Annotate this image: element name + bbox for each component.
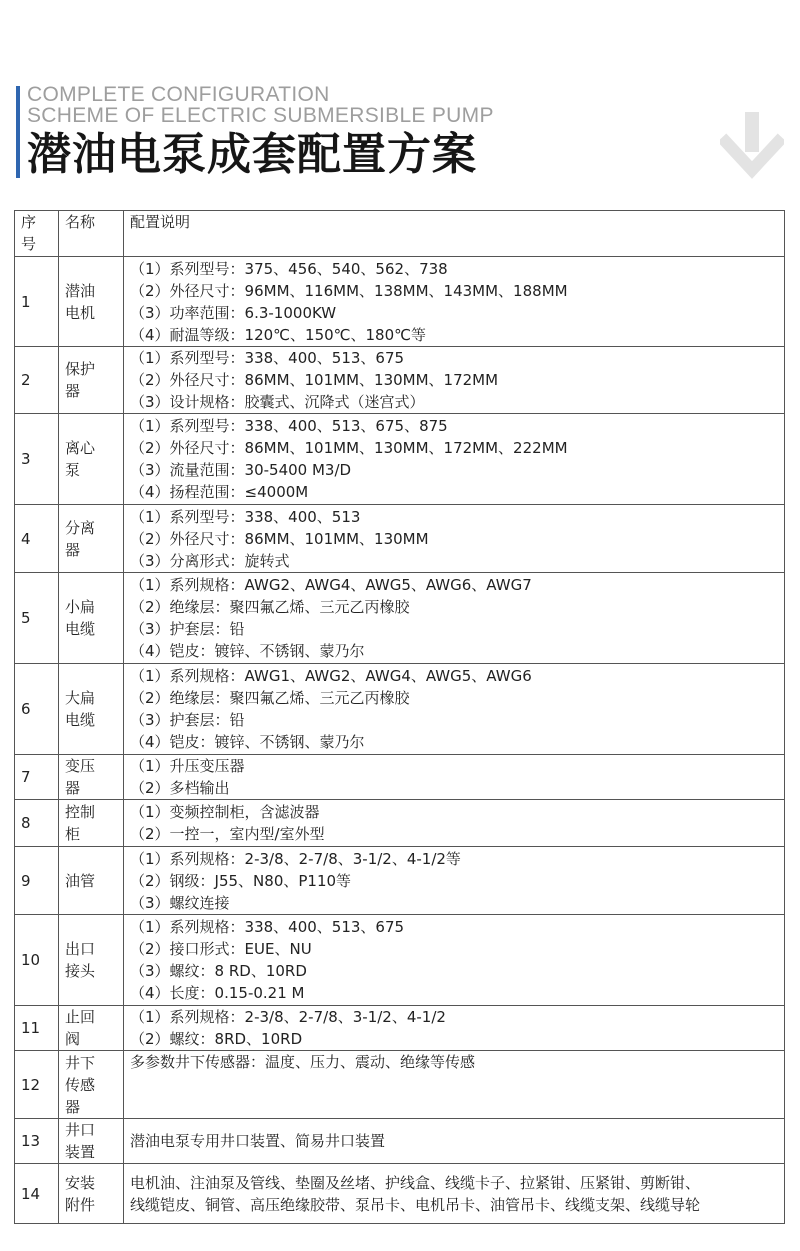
row-desc-cell <box>124 847 785 915</box>
desc-line: 多参数井下传感器：温度、压力、震动、绝缘等传感 <box>130 1053 476 1071</box>
table-row <box>15 257 785 347</box>
row-desc-cell <box>124 1051 785 1119</box>
row-index: 8 <box>21 814 31 832</box>
table-row <box>15 573 785 664</box>
row-name-cell <box>59 1006 124 1051</box>
row-index: 1 <box>21 292 31 311</box>
desc-line: （4）铠皮：镀锌、不锈钢、蒙乃尔 <box>130 642 365 660</box>
row-index-cell <box>15 915 59 1006</box>
english-subtitle-line-2: SCHEME OF ELECTRIC SUBMERSIBLE PUMP <box>27 104 494 127</box>
row-desc-cell <box>124 1006 785 1051</box>
row-name-cell <box>59 664 124 755</box>
desc-line: （2）钢级：J55、N80、P110等 <box>130 871 352 890</box>
row-index: 5 <box>21 609 31 627</box>
row-index: 2 <box>21 371 31 389</box>
desc-line: （4）耐温等级：120℃、150℃、180℃等 <box>130 325 426 344</box>
desc-line: 电机油、注油泵及管线、垫圈及丝堵、护线盒、线缆卡子、拉紧钳、压紧钳、剪断钳、 <box>130 1173 701 1192</box>
row-desc-cell <box>124 505 785 573</box>
row-name-cell <box>59 573 124 664</box>
row-index-cell <box>15 664 59 755</box>
row-desc-cell <box>124 755 785 800</box>
row-name: 小扁电缆 <box>65 598 96 638</box>
desc-line: （3）分离形式：旋转式 <box>130 551 290 570</box>
desc-line: （4）铠皮：镀锌、不锈钢、蒙乃尔 <box>130 733 365 751</box>
english-subtitle <box>27 84 667 126</box>
desc-line: 潜油电泵专用井口装置、简易井口装置 <box>130 1132 386 1150</box>
configuration-table <box>14 210 785 1224</box>
row-name-cell <box>59 1119 124 1164</box>
row-desc-cell <box>124 915 785 1006</box>
row-name: 安装附件 <box>65 1173 96 1214</box>
desc-line: （3）功率范围：6.3-1000KW <box>130 303 337 322</box>
row-index: 6 <box>21 700 31 718</box>
row-index-cell <box>15 800 59 847</box>
page-header <box>0 0 800 205</box>
desc-line: （2）外径尺寸：86MM、101MM、130MM、172MM <box>130 371 499 389</box>
row-name-cell <box>59 800 124 847</box>
row-index: 11 <box>21 1019 41 1037</box>
table-row <box>15 414 785 505</box>
row-name: 出口接头 <box>65 940 96 980</box>
row-name-cell <box>59 505 124 573</box>
desc-line: （1）变频控制柜，含滤波器 <box>130 803 320 821</box>
row-name: 大扁电缆 <box>65 689 96 729</box>
desc-line: （2）螺纹：8RD、10RD <box>130 1030 303 1048</box>
row-name: 控制柜 <box>65 803 96 843</box>
row-index: 10 <box>21 951 41 969</box>
row-name-cell <box>59 1051 124 1119</box>
row-desc-cell <box>124 664 785 755</box>
desc-line: （4）长度：0.15-0.21 M <box>130 984 305 1002</box>
row-index-cell <box>15 847 59 915</box>
desc-line: （1）系列型号：338、400、513、675 <box>130 349 405 367</box>
desc-line: （1）系列型号：338、400、513 <box>130 507 361 526</box>
row-desc-cell <box>124 1119 785 1164</box>
page-title: 潜油电泵成套配置方案 <box>27 129 477 180</box>
header-desc <box>124 211 785 257</box>
row-name: 变压器 <box>65 757 96 797</box>
table-row <box>15 505 785 573</box>
desc-line: （4）扬程范围：≤4000M <box>130 483 309 501</box>
row-name: 井下传感器 <box>65 1053 96 1116</box>
desc-line: （2）一控一，室内型/室外型 <box>130 825 325 843</box>
row-index-cell <box>15 1051 59 1119</box>
desc-line: （1）升压变压器 <box>130 757 245 775</box>
desc-line: （2）绝缘层：聚四氟乙烯、三元乙丙橡胶 <box>130 689 410 707</box>
desc-line: （2）绝缘层：聚四氟乙烯、三元乙丙橡胶 <box>130 598 410 616</box>
table-row <box>15 847 785 915</box>
row-name-cell <box>59 755 124 800</box>
desc-line: （2）接口形式：EUE、NU <box>130 940 312 958</box>
row-desc-cell <box>124 1164 785 1224</box>
desc-line: （3）流量范围：30-5400 M3/D <box>130 461 352 479</box>
table-row <box>15 915 785 1006</box>
desc-line: （2）外径尺寸：86MM、101MM、130MM <box>130 529 429 548</box>
row-index-cell <box>15 414 59 505</box>
desc-line: （1）系列规格：AWG1、AWG2、AWG4、AWG5、AWG6 <box>130 667 532 685</box>
table-row <box>15 755 785 800</box>
row-index-cell <box>15 573 59 664</box>
row-index-cell <box>15 257 59 347</box>
row-index-cell <box>15 1119 59 1164</box>
header-desc-label: 配置说明 <box>130 213 191 231</box>
desc-line: （2）外径尺寸：86MM、101MM、130MM、172MM、222MM <box>130 439 568 457</box>
row-index-cell <box>15 1006 59 1051</box>
row-name: 井口装置 <box>65 1121 96 1161</box>
row-desc-cell <box>124 257 785 347</box>
desc-line: （3）护套层：铅 <box>130 620 245 638</box>
row-name: 保护器 <box>65 360 96 400</box>
row-name: 潜油电机 <box>65 281 96 322</box>
desc-line: （3）护套层：铅 <box>130 711 245 729</box>
table-row <box>15 1006 785 1051</box>
row-name: 离心泵 <box>65 439 96 479</box>
header-name-label: 名称 <box>65 213 96 231</box>
row-index: 3 <box>21 450 31 468</box>
row-name: 油管 <box>65 871 96 890</box>
title-accent-bar <box>16 86 20 178</box>
row-desc-cell <box>124 573 785 664</box>
desc-line: （3）设计规格：胶囊式、沉降式（迷宫式） <box>130 393 425 411</box>
desc-line: （1）系列规格：AWG2、AWG4、AWG5、AWG6、AWG7 <box>130 576 532 594</box>
desc-line: （3）螺纹连接 <box>130 893 230 912</box>
row-index: 7 <box>21 768 31 786</box>
row-index: 14 <box>21 1184 41 1203</box>
row-index: 4 <box>21 529 31 548</box>
row-name: 分离器 <box>65 518 96 559</box>
row-name-cell <box>59 347 124 414</box>
row-name-cell <box>59 257 124 347</box>
row-index: 13 <box>21 1132 41 1150</box>
table-header-row <box>15 211 785 257</box>
row-index-cell <box>15 347 59 414</box>
chevron-down-arrow-icon <box>720 112 784 182</box>
row-desc-cell <box>124 800 785 847</box>
header-index-label: 序号 <box>21 213 37 253</box>
desc-line: （1）系列型号：338、400、513、675、875 <box>130 417 448 435</box>
english-subtitle-line-1: COMPLETE CONFIGURATION <box>27 83 330 106</box>
desc-line: 线缆铠皮、铜管、高压绝缘胶带、泵吊卡、电机吊卡、油管吊卡、线缆支架、线缆导轮 <box>130 1195 701 1214</box>
row-name: 止回阀 <box>65 1008 96 1048</box>
desc-line: （1）系列规格：2-3/8、2-7/8、3-1/2、4-1/2 <box>130 1008 446 1026</box>
row-index-cell <box>15 755 59 800</box>
row-index: 9 <box>21 871 31 890</box>
desc-line: （1）系列型号：375、456、540、562、738 <box>130 259 448 278</box>
desc-line: （1）系列规格：338、400、513、675 <box>130 918 405 936</box>
header-index <box>15 211 59 257</box>
table-row <box>15 1119 785 1164</box>
configuration-table-body <box>15 211 785 1224</box>
table-row <box>15 1051 785 1119</box>
table-row <box>15 347 785 414</box>
row-index-cell <box>15 1164 59 1224</box>
row-desc-cell <box>124 414 785 505</box>
row-name-cell <box>59 847 124 915</box>
table-row <box>15 664 785 755</box>
header-name <box>59 211 124 257</box>
row-name-cell <box>59 414 124 505</box>
table-row <box>15 1164 785 1224</box>
row-desc-cell <box>124 347 785 414</box>
table-row <box>15 800 785 847</box>
desc-line: （2）外径尺寸：96MM、116MM、138MM、143MM、188MM <box>130 281 568 300</box>
row-name-cell <box>59 915 124 1006</box>
row-name-cell <box>59 1164 124 1224</box>
desc-line: （3）螺纹：8 RD、10RD <box>130 962 307 980</box>
row-index-cell <box>15 505 59 573</box>
desc-line: （1）系列规格：2-3/8、2-7/8、3-1/2、4-1/2等 <box>130 849 461 868</box>
row-index: 12 <box>21 1075 41 1094</box>
desc-line: （2）多档输出 <box>130 779 230 797</box>
